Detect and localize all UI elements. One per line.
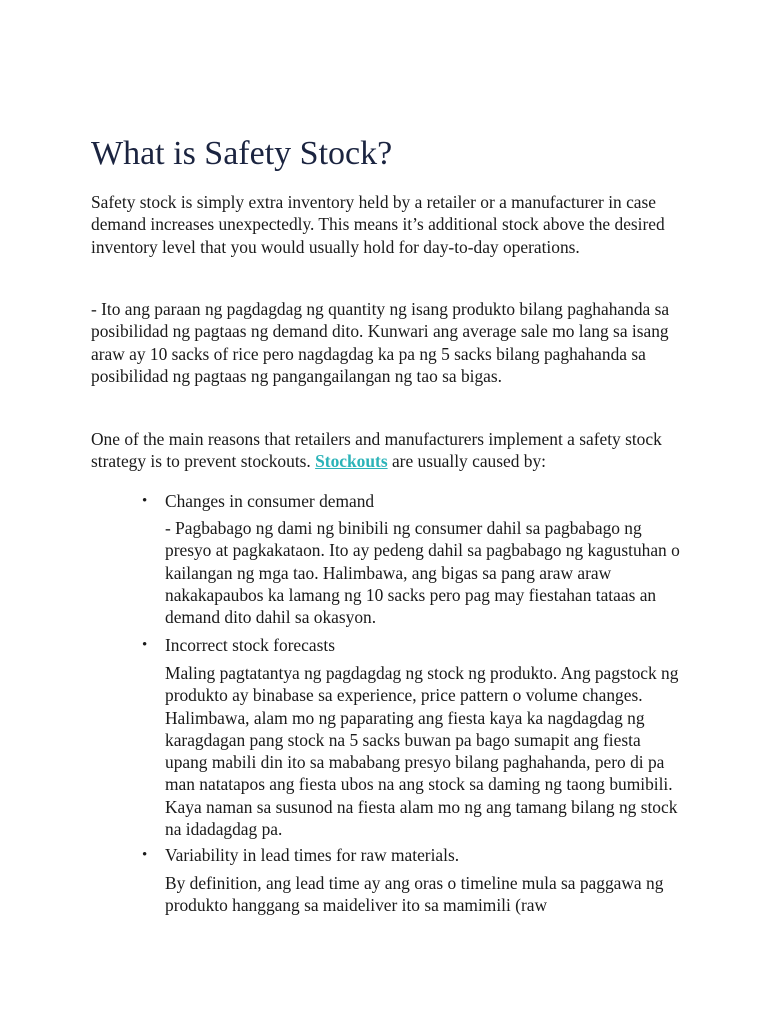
bullet-icon: • — [142, 493, 148, 509]
list-item-explanation: Maling pagtatantya ng pagdagdag ng stock ng produkto. Ang pagstock ng produkto ay binabase sa experience, price pattern o volume changes. Halimbawa, alam mo ng paparating ang fiesta kaya ka nagdagdag ng karagdagan pang stock na 5 sacks buwan pa bago sumapit ang fiesta upang mabili din ito sa mababang presyo bilang paghahanda, pero di pa man natatapos ang fiesta ubos na ang stock sa daming ng taong bumibili. Kaya naman sa susunod na fiesta alam mo ng ang tamang bilang ng stock na idadagdag pa. — [165, 663, 679, 840]
list-item-explanation: By definition, ang lead time ay ang oras o timeline mula sa paggawa ng produkto hanggang sa maideliver ito sa mamimili (raw — [165, 873, 664, 916]
intro-paragraph: Safety stock is simply extra inventory held by a retailer or a manufacturer in case demand increases unexpectedly. This means it’s additional stock above the desired inventory level that you would usually hold for day-to-day operations. — [91, 192, 665, 257]
stockouts-text-after-link: are usually caused by: — [387, 451, 546, 472]
list-item-label: Changes in consumer demand — [165, 491, 375, 511]
list-item-explanation: - Pagbabago ng dami ng binibili ng consumer dahil sa pagbabago ng presyo at pagkakataon. Ito ay pedeng dahil sa pagbabago ng kagustuhan o kailangan ng mga tao. Halimbawa, ang bigas sa pang araw araw nakakapaubos ka lamang ng 10 sacks pero pag may fiestahan tataas an demand dito dahil sa okasyon. — [165, 518, 680, 628]
bullet-icon: • — [142, 637, 148, 653]
list-item-consumer-demand — [142, 490, 685, 512]
stockouts-paragraph — [91, 428, 681, 473]
stockouts-link[interactable]: Stockouts — [315, 451, 388, 472]
list-item-stock-forecasts — [142, 634, 685, 656]
list-item-label: Incorrect stock forecasts — [165, 635, 335, 655]
translation-paragraph: - Ito ang paraan ng pagdagdag ng quantity ng isang produkto bilang paghahanda sa posibilidad ng pagtaas ng demand dito. Kunwari ang average sale mo lang sa isang araw ay 10 sacks of rice pero nagdagdag ka pa ng 5 sacks bilang paghahanda sa posibilidad ng pagtaas ng pangangailangan ng tao sa bigas. — [91, 299, 670, 386]
bullet-icon: • — [142, 847, 148, 863]
list-item-lead-times — [142, 844, 685, 866]
stockouts-text-before-link: One of the main reasons that retailers and manufacturers implement a safety stock strategy is to prevent stockouts. — [91, 429, 662, 472]
page-title: What is Safety Stock? — [91, 135, 393, 172]
list-item-label: Variability in lead times for raw materials. — [165, 845, 460, 865]
